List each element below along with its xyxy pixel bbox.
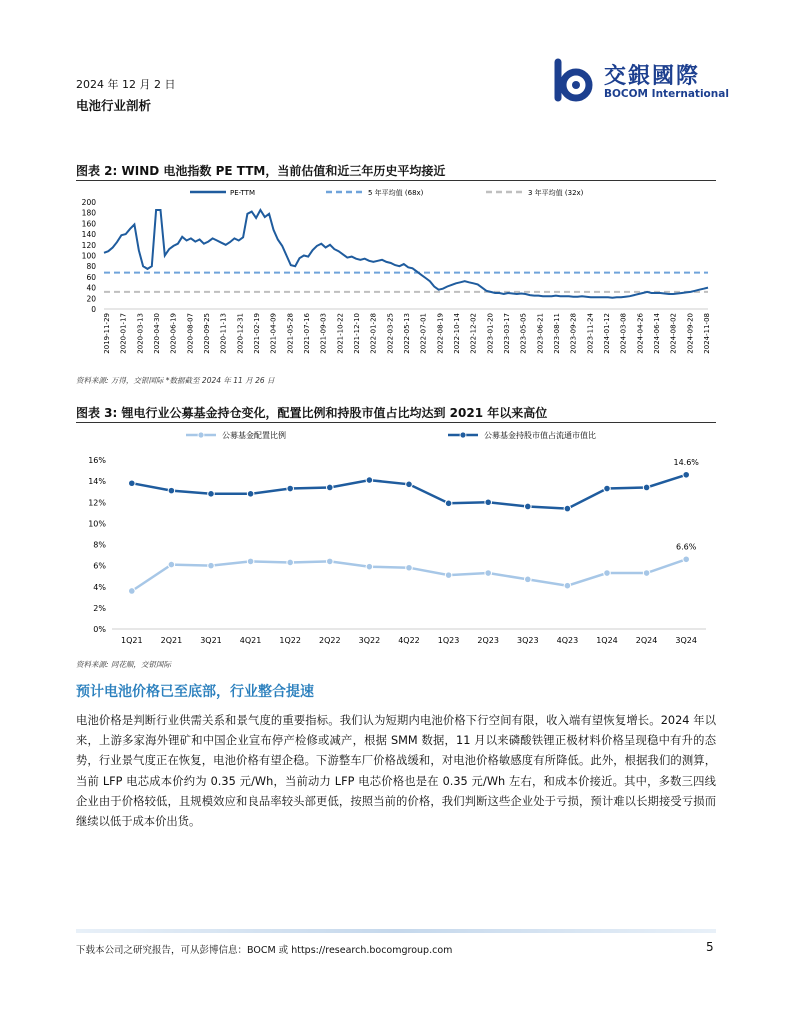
x-tick-label: 2023-05-05 (519, 313, 528, 354)
x-tick-label: 2023-11-24 (586, 313, 595, 354)
data-point (247, 491, 254, 498)
y-tick-label: 8% (93, 540, 106, 550)
data-point (683, 556, 690, 563)
report-subtitle: 电池行业剖析 (76, 98, 152, 113)
x-tick-label: 2022-08-19 (436, 313, 445, 354)
chart1-x-axis (103, 312, 711, 353)
data-point (525, 576, 532, 583)
section-heading: 预计电池价格已至底部，行业整合提速 (76, 684, 314, 700)
x-tick-label: 2022-10-14 (453, 313, 461, 354)
data-point (168, 487, 175, 494)
footer-text: 下载本公司之研究报告，可从彭博信息：BOCM 或 https://research.bocomgroup.com (76, 945, 453, 956)
y-tick-label: 80 (86, 262, 96, 272)
page-number: 5 (706, 940, 714, 954)
x-tick-label: 2023-01-20 (486, 313, 495, 354)
data-point (485, 499, 492, 506)
bocom-logo-mark (552, 58, 600, 104)
data-point (366, 477, 373, 484)
figure3-source: 资料来源: 同花顺，交银国际 (76, 660, 171, 669)
fund-holding-chart (76, 424, 716, 652)
x-tick-label: 2022-05-13 (403, 313, 411, 354)
x-tick-label: 2024-11-08 (703, 313, 711, 354)
x-tick-label: 2020-08-07 (186, 313, 195, 354)
data-point (287, 485, 294, 492)
figure3-rule (76, 422, 716, 423)
x-tick-label: 3Q24 (675, 636, 697, 645)
data-point (604, 485, 611, 492)
data-point (445, 572, 452, 579)
x-tick-label: 2023-08-11 (553, 313, 561, 354)
mv-ratio-line (132, 475, 686, 509)
chart2-legend (186, 430, 596, 440)
logo-name-en: BOCOM International (604, 88, 729, 100)
legend-mv-marker (460, 432, 466, 438)
y-tick-label: 100 (81, 251, 96, 261)
data-point (406, 481, 413, 488)
x-tick-label: 2024-03-08 (619, 313, 628, 354)
y-tick-label: 20 (86, 294, 96, 304)
legend-alloc-marker (198, 432, 204, 438)
data-point (287, 559, 294, 566)
x-tick-label: 2Q22 (319, 636, 341, 645)
y-tick-label: 0 (91, 305, 96, 314)
data-point (643, 570, 650, 577)
x-tick-label: 4Q23 (556, 636, 579, 645)
x-tick-label: 4Q22 (398, 636, 420, 645)
data-point (406, 564, 413, 571)
data-point (129, 480, 136, 487)
x-tick-label: 2020-06-19 (169, 313, 178, 354)
x-tick-label: 2022-12-02 (469, 313, 478, 354)
x-tick-label: 2021-05-28 (286, 313, 295, 354)
y-tick-label: 180 (81, 208, 96, 218)
y-tick-label: 16% (88, 456, 106, 465)
data-point (485, 570, 492, 577)
x-tick-label: 2Q24 (635, 636, 658, 645)
section-paragraph: 电池价格是判断行业供需关系和景气度的重要指标。我们认为短期内电池价格下行空间有限，收入端有望恢复增长。2024 年以来，上游多家海外锂矿和中国企业宣布停产检修或减产，根据 SMM 数据，11 月以来磷酸铁锂正极材料价格呈现稳中有升的态势，行业景气度正在恢复，电池价格有望企稳。下游整车厂价格战缓和，对电池价格敏感度有所降低。此外，根据我们的测算，当前 LFP 电芯成本价约为 0.35 元/Wh，当前动力 LFP 电芯价格也是在 0.35 元/Wh 左右，和成本价接近。其中，多数三四线企业由于价格较低，且规模效应和良品率较头部更低，按照当前的价格，我们判断这些企业处于亏损，预计难以长期接受亏损而继续以低于成本价出货。 (76, 714, 716, 829)
x-tick-label: 2021-10-22 (336, 313, 345, 354)
data-point (683, 471, 690, 478)
x-tick-label: 2021-07-16 (303, 313, 311, 354)
data-label-mv-last: 14.6% (673, 457, 699, 467)
x-tick-label: 3Q21 (200, 636, 222, 645)
figure2-source: 资料来源: 万得，交银国际 *数据截至 2024 年 11 月 26 日 (76, 376, 275, 385)
logo-name-cn: 交銀國際 (604, 64, 701, 89)
y-tick-label: 160 (81, 219, 96, 229)
x-tick-label: 2020-09-25 (203, 313, 211, 354)
data-point (327, 484, 334, 491)
chart2-x-axis (121, 636, 697, 645)
x-tick-label: 1Q21 (121, 636, 143, 645)
data-point (445, 500, 452, 507)
data-point (564, 505, 571, 512)
data-label-alloc-last: 6.6% (676, 542, 697, 552)
y-tick-label: 140 (81, 230, 96, 240)
x-tick-label: 2024-01-12 (603, 313, 611, 354)
x-tick-label: 2020-12-31 (236, 313, 245, 354)
x-tick-label: 2021-02-19 (253, 313, 261, 354)
data-point (247, 558, 254, 565)
x-tick-label: 1Q23 (437, 636, 460, 645)
x-tick-label: 2Q21 (160, 636, 183, 645)
y-tick-label: 60 (86, 272, 96, 282)
bocom-logo (552, 58, 729, 104)
x-tick-label: 2020-11-13 (219, 313, 228, 354)
data-point (366, 563, 373, 570)
legend-avg5-label: 5 年平均值 (68x) (368, 189, 424, 197)
data-point (643, 484, 650, 491)
y-tick-label: 10% (88, 519, 106, 529)
figure2-rule (76, 180, 716, 181)
data-point (525, 503, 532, 510)
y-tick-label: 14% (88, 477, 106, 487)
x-tick-label: 2020-01-17 (119, 313, 128, 354)
x-tick-label: 2021-04-09 (269, 313, 278, 354)
x-tick-label: 2020-03-13 (136, 313, 145, 354)
data-point (564, 582, 571, 589)
x-tick-label: 2019-11-29 (103, 313, 111, 354)
y-tick-label: 2% (93, 603, 106, 613)
y-tick-label: 4% (93, 582, 106, 592)
x-tick-label: 2021-09-03 (319, 313, 328, 354)
y-tick-label: 200 (81, 198, 96, 207)
data-point (208, 491, 215, 498)
data-point (129, 588, 136, 595)
legend-avg3-label: 3 年平均值 (32x) (528, 189, 584, 197)
x-tick-label: 2023-03-17 (503, 313, 511, 354)
report-date: 2024 年 12 月 2 日 (76, 78, 176, 91)
x-tick-label: 3Q22 (358, 636, 381, 645)
x-tick-label: 2024-09-20 (686, 313, 695, 354)
x-tick-label: 1Q22 (279, 636, 301, 645)
y-tick-label: 6% (93, 561, 106, 571)
data-point (604, 570, 611, 577)
x-tick-label: 2020-04-30 (153, 313, 161, 354)
x-tick-label: 3Q23 (517, 636, 539, 645)
y-tick-label: 12% (88, 498, 106, 508)
x-tick-label: 2023-09-28 (569, 312, 578, 354)
legend-mv-label: 公募基金持股市值占流通市值比 (484, 431, 596, 440)
pe-ttm-chart (76, 182, 716, 374)
chart1-legend (190, 188, 584, 197)
chart2-markers (129, 471, 690, 594)
x-tick-label: 2024-08-02 (669, 313, 678, 354)
x-tick-label: 2021-12-10 (353, 313, 361, 354)
x-tick-label: 2022-07-01 (419, 313, 428, 354)
x-tick-label: 1Q24 (596, 636, 618, 645)
y-tick-label: 40 (86, 283, 96, 293)
y-tick-label: 0% (93, 625, 106, 634)
data-point (327, 558, 334, 565)
footer-band (76, 929, 716, 933)
x-tick-label: 2Q23 (477, 636, 499, 645)
legend-alloc-label: 公募基金配置比例 (222, 431, 286, 440)
x-tick-label: 2022-01-28 (369, 313, 378, 354)
data-point (208, 562, 215, 569)
y-tick-label: 120 (81, 240, 96, 250)
figure3-title: 图表 3: 锂电行业公募基金持仓变化，配置比例和持股市值占比均达到 2021 年以来高位 (76, 406, 548, 420)
x-tick-label: 2024-04-26 (636, 313, 645, 354)
legend-pe-label: PE-TTM (230, 189, 255, 197)
data-point (168, 561, 175, 568)
figure2-title: 图表 2: WIND 电池指数 PE TTM，当前估值和近三年历史平均接近 (76, 164, 446, 178)
x-tick-label: 4Q21 (239, 636, 262, 645)
x-tick-label: 2022-03-25 (386, 313, 395, 354)
pe-ttm-line (104, 210, 708, 298)
x-tick-label: 2023-06-21 (536, 313, 545, 354)
x-tick-label: 2024-06-14 (653, 313, 661, 354)
